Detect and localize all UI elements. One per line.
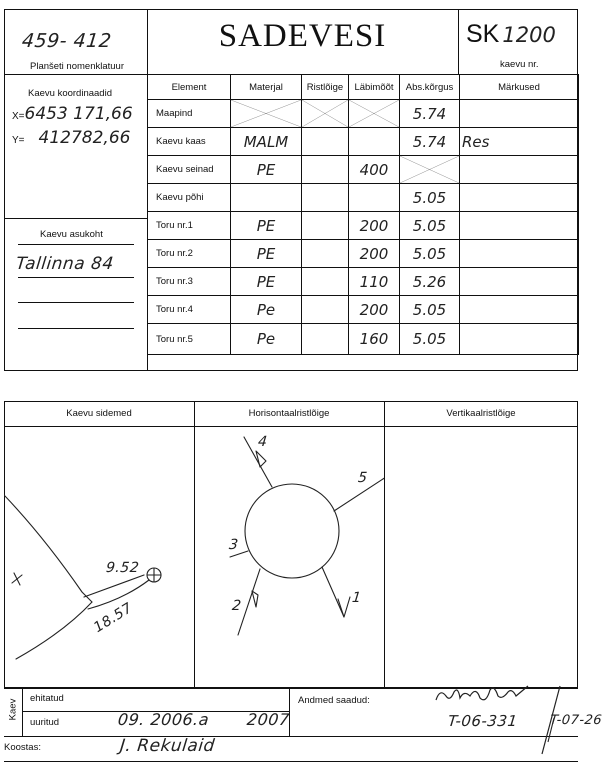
element-cell: Toru nr.5 <box>148 324 231 355</box>
well-outline <box>245 484 339 578</box>
element-cell: Toru nr.1 <box>148 212 231 240</box>
element-cell: Kaevu seinad <box>148 156 231 184</box>
table-row <box>148 212 579 240</box>
table-row <box>148 184 579 212</box>
element-cell: Toru nr.3 <box>148 268 231 296</box>
table-row <box>148 240 579 268</box>
horizontal-panel-label: Horisontaalristlõige <box>248 408 330 419</box>
pipe-line <box>322 567 344 617</box>
crossed-cell <box>231 100 302 128</box>
notes-cell <box>460 296 579 324</box>
divider <box>4 218 147 219</box>
coordinate-x <box>12 104 133 124</box>
nomenclature-value: 459- 412 <box>20 30 113 52</box>
well-number <box>466 20 556 49</box>
element-cell: Kaevu põhi <box>148 184 231 212</box>
built-label: ehitatud <box>30 693 64 704</box>
divider <box>4 736 578 737</box>
notes-cell <box>460 184 579 212</box>
element-table <box>147 74 579 355</box>
notes-cell <box>460 268 579 296</box>
abs-cell: 5.05 <box>400 212 460 240</box>
crossed-cell <box>349 100 400 128</box>
cross-cell <box>302 156 349 184</box>
compiler-value: J. Rekulaid <box>118 736 216 756</box>
compiler-label: Koostas: <box>4 742 41 753</box>
cross-cell <box>302 296 349 324</box>
column-header: Ristlõige <box>302 75 349 100</box>
abs-cell: 5.05 <box>400 324 460 355</box>
pipe-arrow <box>252 591 258 607</box>
diameter-cell: 160 <box>349 324 400 355</box>
element-cell: Kaevu kaas <box>148 128 231 156</box>
reference-separator <box>536 684 566 756</box>
notes-cell: Res <box>460 128 579 156</box>
location-value: Tallinna 84 <box>14 254 115 274</box>
material-cell <box>231 184 302 212</box>
coordinate-x-value: 6453 171,66 <box>24 104 133 124</box>
street-line <box>16 602 92 659</box>
notes-cell <box>460 324 579 355</box>
well-number-label: kaevu nr. <box>500 59 539 70</box>
reference-2: T-07-26 <box>549 713 603 728</box>
divider <box>4 761 578 762</box>
pipe-label: 5 <box>357 470 369 486</box>
signature-image <box>432 682 532 708</box>
page-title: SADEVESI <box>218 18 387 54</box>
cross-mark <box>12 573 22 585</box>
pipe-label: 1 <box>351 590 363 606</box>
well-prefix: SK <box>466 20 500 48</box>
material-cell: PE <box>231 240 302 268</box>
diameter-cell: 200 <box>349 212 400 240</box>
surveyed-value: 09. 2006.a <box>117 710 211 729</box>
column-header: Märkused <box>460 75 579 100</box>
column-header: Element <box>148 75 231 100</box>
table-header <box>148 75 579 100</box>
divider <box>458 9 459 75</box>
pipe-arrow <box>256 451 266 467</box>
notes-cell <box>460 212 579 240</box>
diameter-cell: 200 <box>349 296 400 324</box>
diameter-cell: 400 <box>349 156 400 184</box>
cross-cell <box>302 212 349 240</box>
street-line <box>4 495 92 602</box>
element-cell: Toru nr.2 <box>148 240 231 268</box>
diameter-cell <box>349 184 400 212</box>
nomenclature-label: Planšeti nomenklatuur <box>30 61 124 72</box>
material-cell: Pe <box>231 296 302 324</box>
divider <box>22 688 23 736</box>
divider <box>18 328 134 329</box>
table-row <box>148 156 579 184</box>
abs-cell: 5.05 <box>400 296 460 324</box>
divider <box>384 401 385 688</box>
abs-cell: 5.26 <box>400 268 460 296</box>
table-row <box>148 100 579 128</box>
divider <box>18 277 134 278</box>
diameter-cell: 110 <box>349 268 400 296</box>
ties-panel-label: Kaevu sidemed <box>66 408 132 419</box>
well-side-label: Kaev <box>7 698 19 721</box>
material-cell: Pe <box>231 324 302 355</box>
coordinate-y-prefix: Y= <box>12 135 25 146</box>
material-cell: PE <box>231 212 302 240</box>
coordinate-y-value: 412782,66 <box>38 128 131 148</box>
ties-sketch <box>4 427 194 687</box>
diameter-cell <box>349 128 400 156</box>
table-row <box>148 128 579 156</box>
abs-cell: 5.05 <box>400 240 460 268</box>
element-cell: Toru nr.4 <box>148 296 231 324</box>
pipe-label: 4 <box>257 434 269 450</box>
surveyed-label: uuritud <box>30 717 60 728</box>
reference-1: T-06-331 <box>447 712 519 730</box>
distance-b: 18.57 <box>90 599 136 637</box>
table-row <box>148 324 579 355</box>
column-header: Materjal <box>231 75 302 100</box>
vertical-panel-label: Vertikaalristlõige <box>446 408 516 419</box>
material-cell: MALM <box>231 128 302 156</box>
distance-a: 9.52 <box>105 560 141 576</box>
cross-cell <box>302 184 349 212</box>
table-row <box>148 296 579 324</box>
notes-cell <box>460 240 579 268</box>
material-cell: PE <box>231 268 302 296</box>
pipe-label: 2 <box>231 598 243 614</box>
material-cell: PE <box>231 156 302 184</box>
crossed-cell <box>302 100 349 128</box>
abs-cell: 5.74 <box>400 100 460 128</box>
table-row <box>148 268 579 296</box>
notes-cell <box>460 100 579 128</box>
pipe-label: 3 <box>228 537 240 553</box>
crossed-cell <box>400 156 460 184</box>
divider <box>18 244 134 245</box>
well-number-value: 1200 <box>502 23 556 47</box>
column-header: Abs.kõrgus <box>400 75 460 100</box>
cross-cell <box>302 128 349 156</box>
cross-cell <box>302 324 349 355</box>
cross-cell <box>302 268 349 296</box>
coordinate-y <box>12 128 130 148</box>
tie-line <box>84 575 144 597</box>
coordinates-label: Kaevu koordinaadid <box>28 88 112 99</box>
coordinate-x-prefix: X= <box>12 111 25 122</box>
location-label: Kaevu asukoht <box>40 229 103 240</box>
surveyed-year: 2007 <box>246 710 291 729</box>
abs-cell: 5.05 <box>400 184 460 212</box>
column-header: Läbimõõt <box>349 75 400 100</box>
cross-cell <box>302 240 349 268</box>
diameter-cell: 200 <box>349 240 400 268</box>
element-cell: Maapind <box>148 100 231 128</box>
data-received-label: Andmed saadud: <box>298 695 370 706</box>
abs-cell: 5.74 <box>400 128 460 156</box>
divider <box>18 302 134 303</box>
notes-cell <box>460 156 579 184</box>
horizontal-sketch <box>194 427 384 687</box>
